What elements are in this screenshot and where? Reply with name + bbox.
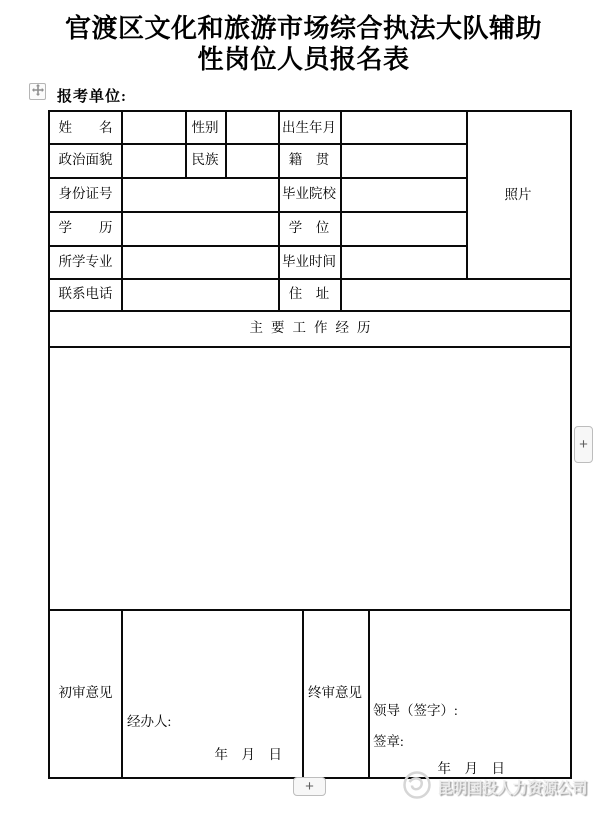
degree-value-cell[interactable] xyxy=(340,211,466,245)
handler-date-label: 年 月 日 xyxy=(214,747,282,762)
ethnicity-label: 民族 xyxy=(191,152,219,168)
education-label: 学 历 xyxy=(58,220,113,236)
first-review-label: 初审意见 xyxy=(58,685,113,701)
id-number-label: 身份证号 xyxy=(58,186,113,202)
education-value-cell[interactable] xyxy=(121,211,278,245)
address-label: 住 址 xyxy=(288,286,330,302)
work-experience-header: 主要工作经历 xyxy=(249,320,379,336)
political-status-label: 政治面貌 xyxy=(58,152,113,168)
graduation-time-value-cell[interactable] xyxy=(340,245,466,278)
page-title-line2: 性岗位人员报名表 xyxy=(197,45,410,74)
major-label: 所学专业 xyxy=(58,253,113,269)
company-watermark-text: 昆明国投人力资源公司 xyxy=(437,780,588,797)
degree-label: 学 位 xyxy=(288,220,330,236)
birth-date-label: 出生年月 xyxy=(282,119,336,135)
political-status-value-cell[interactable] xyxy=(121,143,185,177)
native-place-value-cell[interactable] xyxy=(340,143,466,177)
graduation-time-label: 毕业时间 xyxy=(282,253,336,269)
apply-unit-label: 报考单位: xyxy=(57,89,127,105)
page-title xyxy=(0,13,607,75)
handler-label: 经办人: xyxy=(127,714,172,729)
table-move-handle[interactable] xyxy=(29,83,46,100)
page-title-line1: 官渡区文化和旅游市场综合执法大队辅助 xyxy=(64,14,542,43)
address-value-cell[interactable] xyxy=(340,278,570,310)
name-value-cell[interactable] xyxy=(121,112,185,143)
name-label: 姓 名 xyxy=(58,119,113,135)
photo-cell[interactable]: 照片 xyxy=(504,187,532,203)
graduate-school-value-cell[interactable] xyxy=(340,177,466,211)
final-review-label: 终审意见 xyxy=(308,685,362,701)
move-icon xyxy=(32,83,44,101)
ethnicity-value-cell[interactable] xyxy=(225,143,278,177)
final-review-area[interactable] xyxy=(368,609,570,777)
graduate-school-label: 毕业院校 xyxy=(282,186,336,202)
native-place-label: 籍 贯 xyxy=(288,152,330,168)
major-value-cell[interactable] xyxy=(121,245,278,278)
seal-label: 签章: xyxy=(373,734,404,749)
gender-value-cell[interactable] xyxy=(225,112,278,143)
birth-date-value-cell[interactable] xyxy=(340,112,466,143)
gender-label: 性别 xyxy=(191,119,219,135)
add-column-button[interactable]: + xyxy=(574,426,593,463)
phone-label: 联系电话 xyxy=(58,286,113,302)
phone-value-cell[interactable] xyxy=(121,278,278,310)
company-logo-icon xyxy=(401,769,433,806)
application-form-table xyxy=(48,110,572,779)
leader-signature-label: 领导（签字）: xyxy=(373,703,458,718)
company-watermark xyxy=(399,766,599,806)
final-date-label: 年 月 日 xyxy=(437,761,505,776)
work-experience-area[interactable] xyxy=(50,346,570,609)
add-row-button[interactable]: + xyxy=(293,777,326,796)
id-number-value-cell[interactable] xyxy=(121,177,278,211)
